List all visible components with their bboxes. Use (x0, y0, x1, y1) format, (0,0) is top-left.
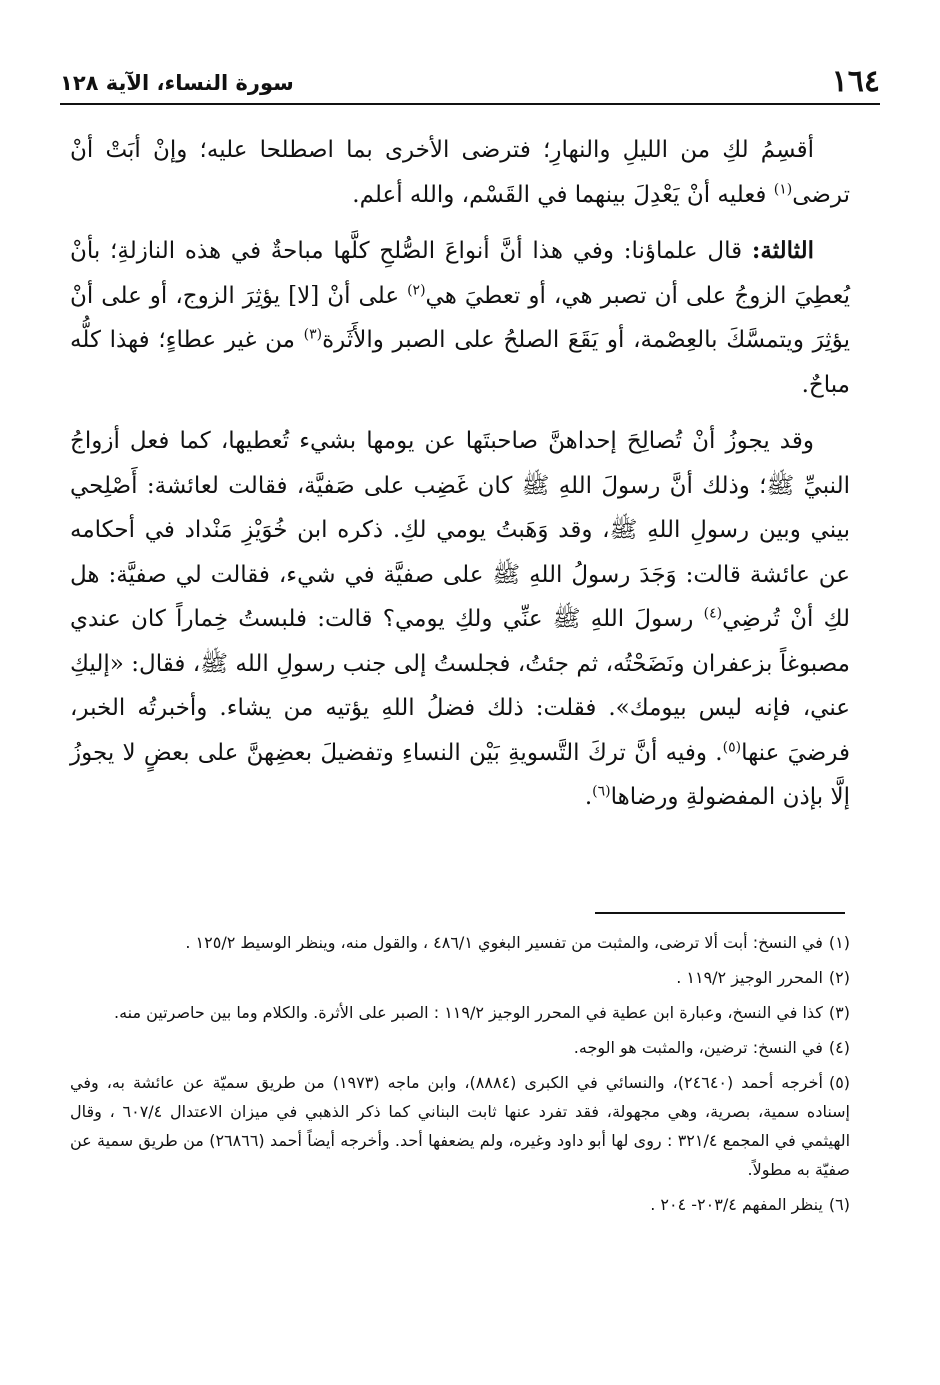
footnote-text: المحرر الوجيز ١١٩/٢ . (676, 968, 823, 987)
footnote-marker: (٢) (407, 281, 426, 298)
running-title: سورة النساء، الآية ١٢٨ (60, 71, 294, 95)
page-header (60, 64, 880, 104)
footnote-number: (٢) (828, 968, 850, 987)
footnote-marker: (٤) (703, 605, 723, 622)
paragraph-1 (70, 128, 850, 217)
footnote-marker: (٥) (722, 738, 742, 755)
page-number: ١٦٤ (831, 64, 880, 99)
paragraph-3 (70, 419, 850, 820)
text-span: أقسِمُ لكِ من الليلِ والنهارِ؛ فترضى الأخرى بما اصطلحا عليه؛ وإنْ أبَتْ أنْ ترضى (70, 137, 850, 208)
footnote-number: (٣) (828, 1003, 850, 1022)
main-text (70, 128, 850, 832)
footnote-number: (٤) (828, 1038, 850, 1057)
footnote-text: أخرجه أحمد (٢٤٦٤٠)، والنسائي في الكبرى (٨٨٨٤)، وابن ماجه (١٩٧٣) من طريق سميّة عن عائشة به، وفي إسناده سمية، بصرية، وهي مجهولة، فقد تفرد عنها ثابت البناني كما ذكر الذهبي في ميزان الاعتدال ٦٠٧/٤ ، وقال الهيثمي في المجمع ٣٢١/٤ : روى لها أبو داود وغيره، ولم يضعفها أحد. وأخرجه أيضاً أحمد (٢٦٨٦٦) من طريق سمية عن صفيّة به مطولاً. (70, 1073, 851, 1179)
text-span: قال علماؤنا: وفي هذا أنَّ أنواعَ الصُّلحِ كلَّها مباحةٌ في هذه النازلةِ؛ بأنْ يُعطِيَ الزوجُ على أن تصبر هي، أو تعطيَ هي (70, 238, 851, 309)
footnote-text: ينظر المفهم ٢٠٣/٤- ٢٠٤ . (650, 1195, 823, 1214)
text-span: . (584, 784, 593, 810)
footnote-2 (70, 963, 850, 992)
text-span: وقد يجوزُ أنْ تُصالِحَ إحداهنَّ صاحبتَها عن يومها بشيء تُعطيها، كما فعل أزواجُ النبيِّ ﷺ؛ وذلك أنَّ رسولَ اللهِ ﷺ كان غَضِب على صَفيَّة، فقالت لعائشة: أَصْلِحي بيني وبين رسولِ اللهِ ﷺ، وقد وَهَبتُ يومي لكِ. ذكره ابن خُوَيْزِ مَنْداد في أحكامه عن عائشة قالت: وَجَدَ رسولُ اللهِ ﷺ على صفيَّة في شيء، فقالت لي صفيَّة: هل لكِ أنْ تُرضِي (70, 428, 850, 632)
footnote-number: (٦) (828, 1195, 850, 1214)
footnote-text: في النسخ: ترضين، والمثبت هو الوجه. (573, 1038, 823, 1057)
header-rule (60, 103, 880, 105)
footnote-1 (70, 928, 850, 957)
footnote-text: كذا في النسخ، وعبارة ابن عطية في المحرر الوجيز ١١٩/٢ : الصبر على الأثرة. والكلام وما بين حاصرتين منه. (114, 1003, 823, 1022)
footnote-number: (١) (828, 933, 850, 952)
text-span: على أنْ [لا] يؤثِرَ الزوج، أو على أنْ يؤثِرَ ويتمسَّكَ بالعِصْمة، أو يَقَعَ الصلحُ على الصبر والأَثَرة (70, 282, 850, 353)
text-span: رسولَ اللهِ ﷺ عنِّي ولكِ يومي؟ قالت: فلبستُ خِماراً كان عندي مصبوغاً بزعفران ونَضَحْتُه، ثم جئتُ، فجلستُ إلى جنب رسولِ الله ﷺ، فقال: «إليكِ عني، فإنه ليس بيومك». فقلت: ذلك فضلُ اللهِ يؤتيه من يشاء. وأخبرتُه الخبر، فرضيَ عنها (70, 606, 850, 766)
paragraph-2 (70, 229, 850, 407)
footnote-separator (595, 912, 845, 914)
footnote-text: في النسخ: أبت ألا ترضى، والمثبت من تفسير البغوي ٤٨٦/١ ، والقول منه، وينظر الوسيط ١٢٥/٢ . (185, 933, 823, 952)
footnote-marker: (٣) (303, 326, 323, 343)
footnote-marker: (١) (773, 180, 793, 197)
footnote-5 (70, 1068, 850, 1184)
footnotes (70, 928, 850, 1225)
paragraph-label: الثالثة: (751, 237, 814, 264)
footnote-number: (٥) (828, 1073, 851, 1092)
footnote-marker: (٦) (592, 783, 611, 800)
footnote-4 (70, 1033, 850, 1062)
text-span: من غير عطاءٍ؛ فهذا كلُّه مباحٌ. (70, 327, 850, 398)
footnote-3 (70, 998, 850, 1027)
footnote-6 (70, 1190, 850, 1219)
text-span: فعليه أنْ يَعْدِلَ بينهما في القَسْم، والله أعلم. (352, 181, 774, 208)
text-span: . وفيه أنَّ تركَ التَّسويةِ بَيْن النساءِ وتفضيلَ بعضِهنَّ على بعضٍ لا يجوزُ إلَّا بإذن المفضولةِ ورضاها (70, 739, 850, 810)
